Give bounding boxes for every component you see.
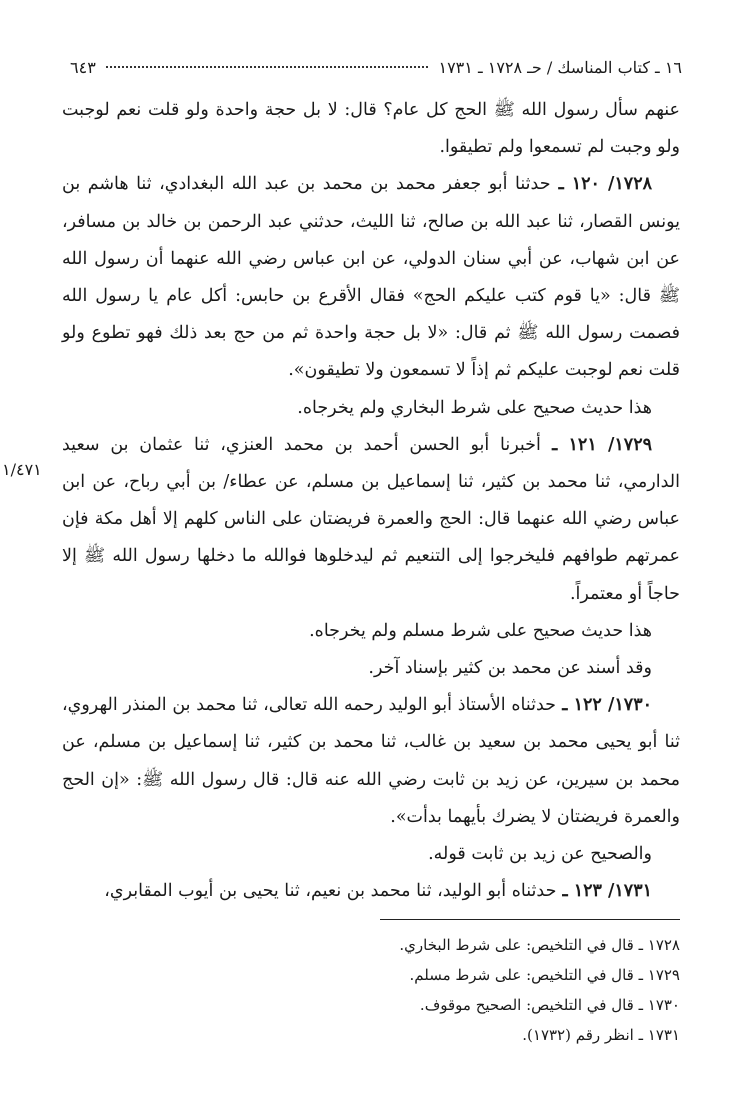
paragraph-text: والصحيح عن زيد بن ثابت قوله. [428,844,652,865]
hadith-1729 [62,427,680,613]
chain-note [62,650,680,687]
paragraph-text: حدثناه الأستاذ أبو الوليد رحمه الله تعالى، ثنا محمد بن المنذر الهروي، ثنا أبو يحيى محمد بن سعيد بن غالب، ثنا محمد بن كثير، ثنا إسماعيل بن مسلم، عن محمد بن سيرين، عن زيد بن ثابت رضي الله عنه قال: قال رسول الله ﷺ: «إن الحج والعمرة فريضتان لا يضرك بأيهما بدأت». [62,695,680,827]
grading-note [62,613,680,650]
hadith-1731 [62,873,680,910]
footnote: ١٧٢٨ ـ قال في التلخيص: على شرط البخاري. [399,936,680,954]
paragraph-text: حدثناه أبو الوليد، ثنا محمد بن نعيم، ثنا يحيى بن أيوب المقابري، [104,881,557,902]
paragraph-text: عنهم سأل رسول الله ﷺ الحج كل عام؟ قال: لا بل حجة واحدة ولو قلت نعم لوجبت ولو وجبت لم تسمعوا ولم تطيقوا. [62,100,680,158]
hadith-number: ١٧٢٨/ ١٢٠ ـ [550,174,653,195]
main-text [62,92,680,910]
footnotes [280,930,680,1050]
paragraph-text: هذا حديث صحيح على شرط البخاري ولم يخرجاه. [297,397,652,418]
paragraph-text: حدثنا أبو جعفر محمد بن محمد بن عبد الله البغدادي، ثنا هاشم بن يونس القصار، ثنا عبد الله بن صالح، ثنا الليث، حدثني عبد الرحمن بن خالد بن مسافر، عن ابن شهاب، عن أبي سنان الدولي، عن ابن عباس رضي الله عنهما أن رسول الله ﷺ قال: «يا قوم كتب عليكم الحج» فقال الأقرع بن حابس: أكل عام يا رسول الله فصمت رسول الله ﷺ ثم قال: «لا بل حجة واحدة ثم من حج بعد ذلك فهو تطوع ولو قلت نعم لوجبت عليكم ثم إذاً لا تسمعون ولا تطيقون». [62,174,680,381]
page-number: ٦٤٣ [70,57,96,77]
paragraph-text: وقد أسند عن محمد بن كثير بإسناد آخر. [368,658,652,679]
header-leader-dots [106,66,429,68]
hadith-number: ١٧٢٩/ ١٢١ ـ [540,434,653,455]
running-title: ١٦ ـ كتاب المناسك / حـ ١٧٢٨ ـ ١٧٣١ [438,57,682,77]
grading-note [62,390,680,427]
footnote: ١٧٢٩ ـ قال في التلخيص: على شرط مسلم. [409,966,680,984]
page-header [70,52,682,82]
footnote-divider [380,919,680,920]
footnote: ١٧٣٠ ـ قال في التلخيص: الصحيح موقوف. [419,996,680,1014]
paragraph [62,92,680,166]
margin-reference: ١/٤٧١ [2,460,42,479]
paragraph-text: أخبرنا أبو الحسن أحمد بن محمد العنزي، ثنا عثمان بن سعيد الدارمي، ثنا محمد بن كثير، ثنا إسماعيل بن مسلم، عن عطاء/ بن أبي رباح، عن ابن عباس رضي الله عنهما قال: الحج والعمرة فريضتان على الناس كلهم إلا أهل مكة فإن عمرتهم طوافهم فليخرجوا إلى التنعيم ثم ليدخلوها فوالله ما دخلها رسول الله ﷺ إلا حاجاً أو معتمراً. [62,434,680,604]
hadith-1730 [62,687,680,836]
hadith-number: ١٧٣١/ ١٢٣ ـ [556,881,652,902]
paragraph-text: هذا حديث صحيح على شرط مسلم ولم يخرجاه. [309,620,652,641]
hadith-number: ١٧٣٠/ ١٢٢ ـ [555,695,653,716]
footnote: ١٧٣١ ـ انظر رقم (١٧٣٢). [522,1026,680,1044]
grading-note [62,836,680,873]
hadith-1728 [62,166,680,389]
